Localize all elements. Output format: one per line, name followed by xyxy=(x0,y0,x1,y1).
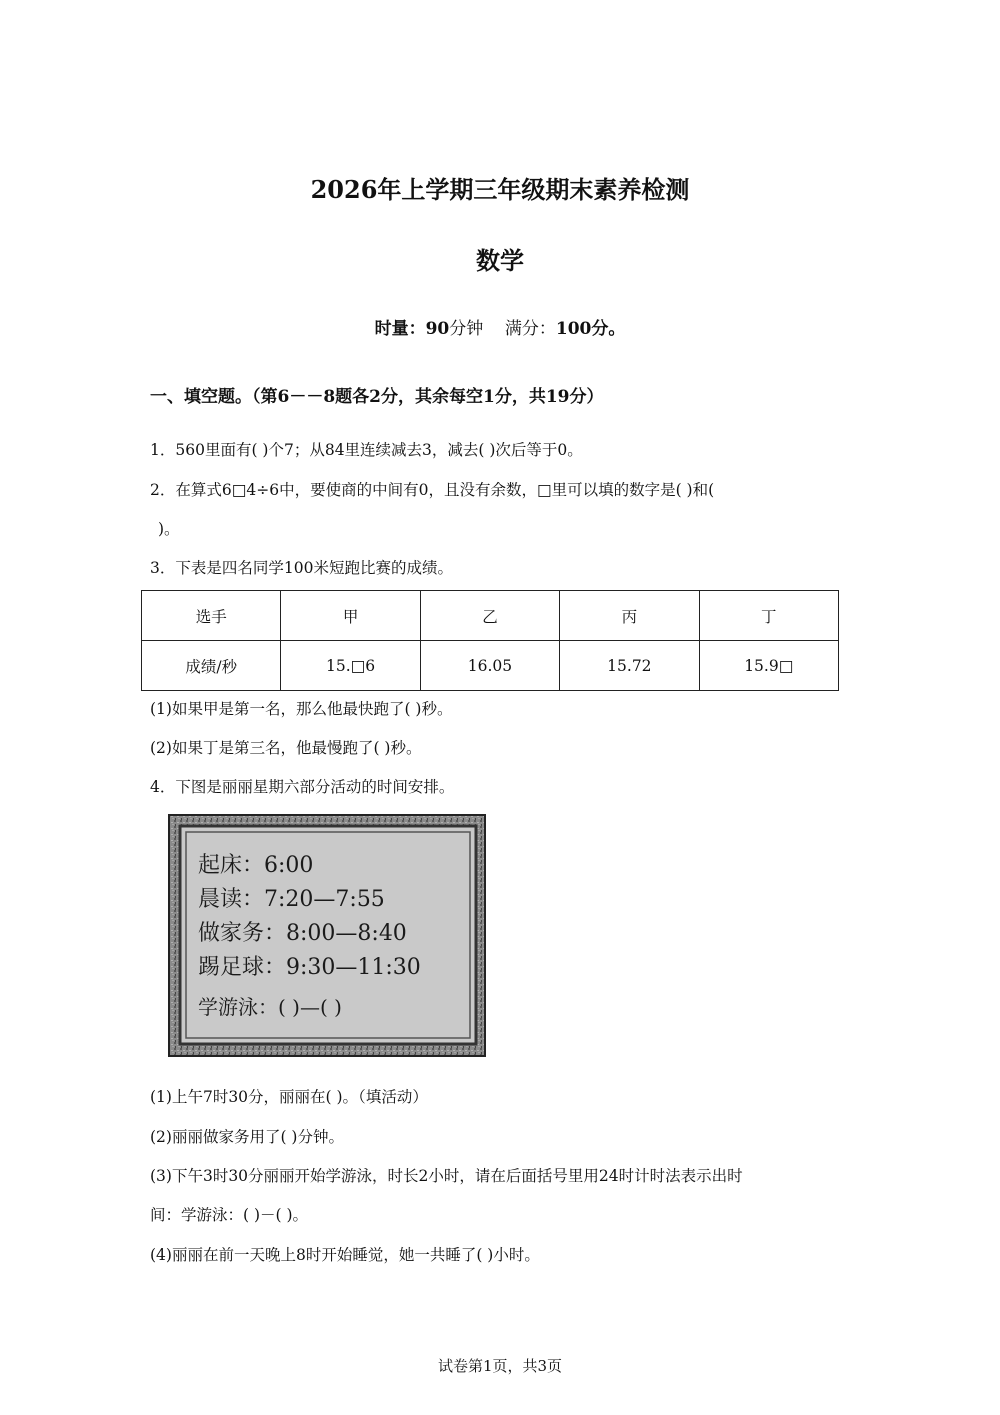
exam-meta xyxy=(0,314,1000,339)
table-cell: 16.05 xyxy=(420,641,559,691)
table-cell: 15.72 xyxy=(560,641,699,691)
exam-title: 2026年上学期三年级期末素养检测 xyxy=(310,175,690,204)
score-table xyxy=(141,590,839,691)
table-cell: 乙 xyxy=(420,591,559,641)
question-2-line1: 2．在算式6□4÷6中，要使商的中间有0，且没有余数，□里可以填的数字是( )和( xyxy=(150,481,715,499)
question-4-3-line2: 间：学游泳：( )－( )。 xyxy=(150,1206,309,1224)
page-footer: 试卷第1页，共3页 xyxy=(437,1357,563,1375)
schedule-line: 踢足球：9:30—11:30 xyxy=(198,955,421,980)
question-4: 4．下图是丽丽星期六部分活动的时间安排。 xyxy=(150,778,455,796)
question-3-2: (2)如果丁是第三名，他最慢跑了( )秒。 xyxy=(150,739,422,757)
question-4-3-line1: (3)下午3时30分丽丽开始学游泳，时长2小时，请在后面括号里用24时计时法表示出时 xyxy=(150,1167,743,1185)
table-row xyxy=(142,641,839,691)
table-cell: 丁 xyxy=(699,591,838,641)
schedule-line: 起床：6:00 xyxy=(198,853,314,878)
time-label: 时量： xyxy=(374,319,426,339)
question-4-1: (1)上午7时30分，丽丽在( )。（填活动） xyxy=(150,1088,428,1106)
subject-title: 数学 xyxy=(476,246,524,275)
score-unit: 分。 xyxy=(591,319,626,339)
table-cell: 选手 xyxy=(142,591,281,641)
question-1: 1．560里面有( )个7；从84里连续减去3，减去( )次后等于0。 xyxy=(150,441,583,459)
question-4-2: (2)丽丽做家务用了( )分钟。 xyxy=(150,1128,344,1146)
question-4-4: (4)丽丽在前一天晚上8时开始睡觉，她一共睡了( )小时。 xyxy=(150,1246,540,1264)
table-cell: 甲 xyxy=(281,591,420,641)
score-value: 100 xyxy=(555,319,592,339)
table-cell: 成绩/秒 xyxy=(142,641,281,691)
table-cell: 15.□6 xyxy=(281,641,420,691)
table-row xyxy=(142,591,839,641)
schedule-line: 晨读：7:20—7:55 xyxy=(198,887,385,912)
time-unit: 分钟 xyxy=(449,319,484,339)
question-3-1: (1)如果甲是第一名，那么他最快跑了( )秒。 xyxy=(150,700,453,718)
section-heading: 一、填空题。（第6－－8题各2分，其余每空1分，共19分） xyxy=(150,387,604,407)
time-value: 90 xyxy=(425,319,450,339)
schedule-line: 做家务：8:00—8:40 xyxy=(198,921,407,946)
table-cell: 15.9□ xyxy=(699,641,838,691)
question-2-line2: )。 xyxy=(158,520,180,538)
schedule-line: 学游泳：( )—( ) xyxy=(198,995,342,1019)
table-cell: 丙 xyxy=(560,591,699,641)
score-label: 满分： xyxy=(504,319,556,339)
schedule-photo xyxy=(168,814,486,1057)
question-3: 3．下表是四名同学100米短跑比赛的成绩。 xyxy=(150,559,453,577)
